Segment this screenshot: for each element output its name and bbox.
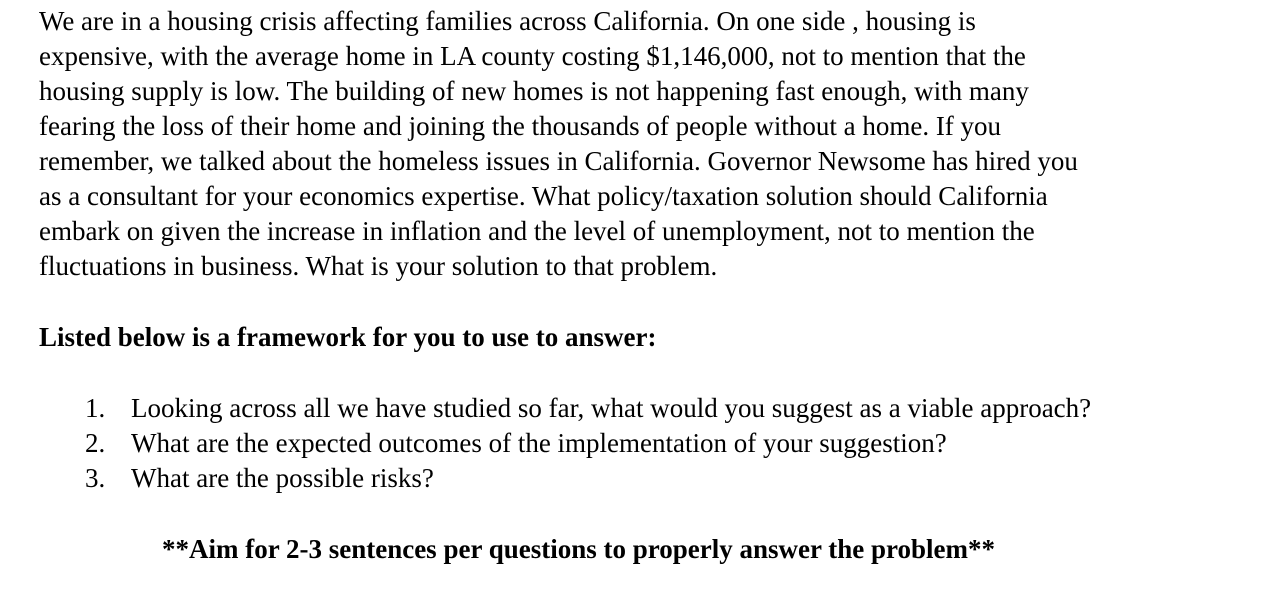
intro-line: expensive, with the average home in LA county costing $1,146,000, not to mention that the xyxy=(39,41,1026,71)
question-item xyxy=(39,391,1091,426)
question-item xyxy=(39,426,1091,461)
question-text: What are the expected outcomes of the implementation of your suggestion? xyxy=(131,428,947,458)
aim-note: **Aim for 2-3 sentences per questions to properly answer the problem** xyxy=(162,534,995,564)
intro-paragraph xyxy=(39,4,1239,284)
question-number: 1. xyxy=(85,393,106,423)
framework-heading: Listed below is a framework for you to use to answer: xyxy=(39,322,657,352)
intro-line: remember, we talked about the homeless issues in California. Governor Newsome has hired you xyxy=(39,146,1078,176)
question-number: 3. xyxy=(85,463,106,493)
intro-line: fearing the loss of their home and joining the thousands of people without a home. If you xyxy=(39,111,1002,141)
document-body xyxy=(39,4,1239,564)
question-item xyxy=(39,461,1091,496)
question-list xyxy=(39,391,1091,496)
intro-line: as a consultant for your economics expertise. What policy/taxation solution should California xyxy=(39,181,1048,211)
intro-line: embark on given the increase in inflation and the level of unemployment, not to mention the xyxy=(39,216,1035,246)
intro-line: fluctuations in business. What is your solution to that problem. xyxy=(39,251,718,281)
question-text: Looking across all we have studied so far, what would you suggest as a viable approach? xyxy=(131,393,1092,423)
question-text: What are the possible risks? xyxy=(131,463,434,493)
intro-line: housing supply is low. The building of new homes is not happening fast enough, with many xyxy=(39,76,1029,106)
question-number: 2. xyxy=(85,428,106,458)
intro-line: We are in a housing crisis affecting families across California. On one side , housing is xyxy=(39,6,976,36)
